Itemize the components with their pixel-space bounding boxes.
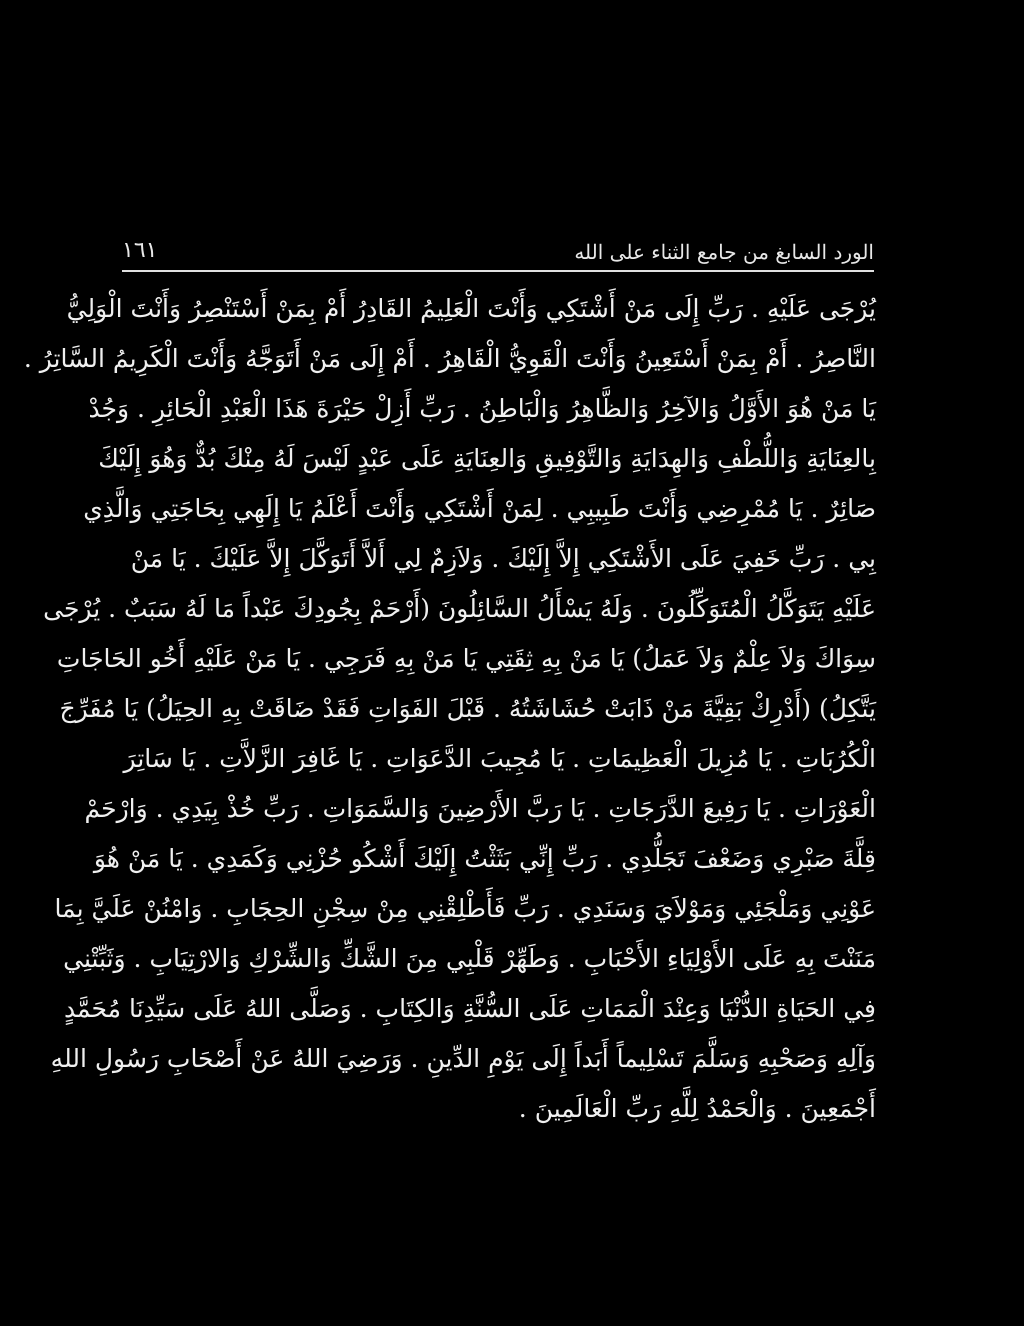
text-line: بِالعِنَايَةِ وَاللُّطْفِ وَالهِدَايَةِ وَالتَّوْفِيقِ وَالعِنَايَةِ عَلَى عَبْدٍ لَيْسَ لَهُ مِنْكَ بُدٌّ وَهُوَ إِلَيْكَ <box>98 444 876 473</box>
text-line: فِي الحَيَاةِ الدُّنْيَا وَعِنْدَ الْمَمَاتِ عَلَى السُّنَّةِ وَالكِتَابِ . وَصَلَّى اللهُ عَلَى سَيِّدِنَا مُحَمَّدٍ <box>63 994 876 1023</box>
text-line: أَجْمَعِينَ . وَالْحَمْدُ لِلَّهِ رَبِّ الْعَالَمِينَ . <box>518 1094 876 1123</box>
text-line: الْكُرُبَاتِ . يَا مُزِيلَ الْعَظِيمَاتِ . يَا مُجِيبَ الدَّعَوَاتِ . يَا غَافِرَ الزَّلاَّتِ . يَا سَاتِرَ <box>123 744 876 773</box>
text-line: النَّاصِرُ . أَمْ بِمَنْ أَسْتَعِينُ وَأَنْتَ الْقَوِيُّ الْقَاهِرُ . أَمْ إِلَى مَنْ أَتَوَجَّهُ وَأَنْتَ الْكَرِيمُ السَّاتِرُ . <box>23 344 876 373</box>
text-line: سِوَاكَ وَلاَ عِلْمٌ وَلاَ عَمَلُ) يَا مَنْ بِهِ ثِقَتِي يَا مَنْ بِهِ فَرَجِي . يَا مَنْ عَلَيْهِ أَخُو الحَاجَاتِ <box>56 644 876 673</box>
text-line: يَا مَنْ هُوَ الأَوَّلُ وَالآخِرُ وَالظَّاهِرُ وَالْبَاطِنُ . رَبِّ أَزِلْ حَيْرَةَ هَذَا الْعَبْدِ الْحَائِرِ . وَجُدْ <box>88 394 876 423</box>
text-line: مَنَنْتَ بِهِ عَلَى الأَوْلِيَاءِ الأَحْبَابِ . وَطَهِّرْ قَلْبِي مِنَ الشَّكِّ وَالشِّرْكِ وَالارْتِيَابِ . وَثَبِّتْنِي <box>63 944 876 973</box>
text-line: صَائِرٌ . يَا مُمْرِضِي وَأَنْتَ طَبِيبِي . لِمَنْ أَشْتَكِي وَأَنْتَ أَعْلَمُ يَا إِلَهِي بِحَاجَتِي وَالَّذِي <box>83 494 876 523</box>
text-line: عَوْنِي وَمَلْجَئِي وَمَوْلاَيَ وَسَنَدِي . رَبِّ فَأَطْلِقْنِي مِنْ سِجْنِ الحِجَابِ . وَامْنُنْ عَلَيَّ بِمَا <box>54 894 876 923</box>
text-line: وَآلِهِ وَصَحْبِهِ وَسَلَّمَ تَسْلِيماً أَبَداً إِلَى يَوْمِ الدِّينِ . وَرَضِيَ اللهُ عَنْ أَصْحَابِ رَسُولِ اللهِ <box>50 1044 876 1073</box>
text-line: عَلَيْهِ يَتَوَكَّلُ الْمُتَوَكِّلُونَ . وَلَهُ يَسْأَلُ السَّائِلُونَ (أَرْحَمْ بِجُودِكَ عَبْداً مَا لَهُ سَبَبٌ . يُرْجَى <box>43 594 876 623</box>
header-title: الورد السابغ من جامع الثناء على الله <box>574 240 874 264</box>
header-rule <box>122 270 874 272</box>
text-line: يَتَّكِلُ) (أَدْرِكْ بَقِيَّةَ مَنْ ذَابَتْ حُشَاشَتُهُ . قَبْلَ الفَوَاتِ فَقَدْ ضَاقَتْ بِهِ الحِيَلُ) يَا مُفَرِّجَ <box>59 694 876 723</box>
text-line: بِي . رَبِّ خَفِيَ عَلَى الأَشْتَكِي إِلاَّ إِلَيْكَ . وَلاَزِمٌ لِي أَلاَّ أَتَوَكَّلَ إِلاَّ عَلَيْكَ . يَا مَنْ <box>130 544 876 573</box>
text-line: الْعَوْرَاتِ . يَا رَفِيعَ الدَّرَجَاتِ . يَا رَبَّ الأَرْضِينَ وَالسَّمَوَاتِ . رَبِّ خُذْ بِيَدِي . وَارْحَمْ <box>84 794 876 823</box>
text-line: يُرْجَى عَلَيْهِ . رَبِّ إِلَى مَنْ أَشْتَكِي وَأَنْتَ الْعَلِيمُ القَادِرُ أَمْ بِمَنْ أَسْتَنْصِرُ وَأَنْتَ الْوَلِيُّ <box>66 294 876 323</box>
text-line: قِلَّةَ صَبْرِي وَضَعْفَ تَجَلُّدِي . رَبِّ إِنِّي بَثَثْتُ إِلَيْكَ أَشْكُو حُزْنِي وَكَمَدِي . يَا مَنْ هُوَ <box>93 844 876 873</box>
page-number: ١٦١ <box>122 238 158 263</box>
running-header <box>122 236 874 270</box>
body-text <box>23 284 876 1134</box>
